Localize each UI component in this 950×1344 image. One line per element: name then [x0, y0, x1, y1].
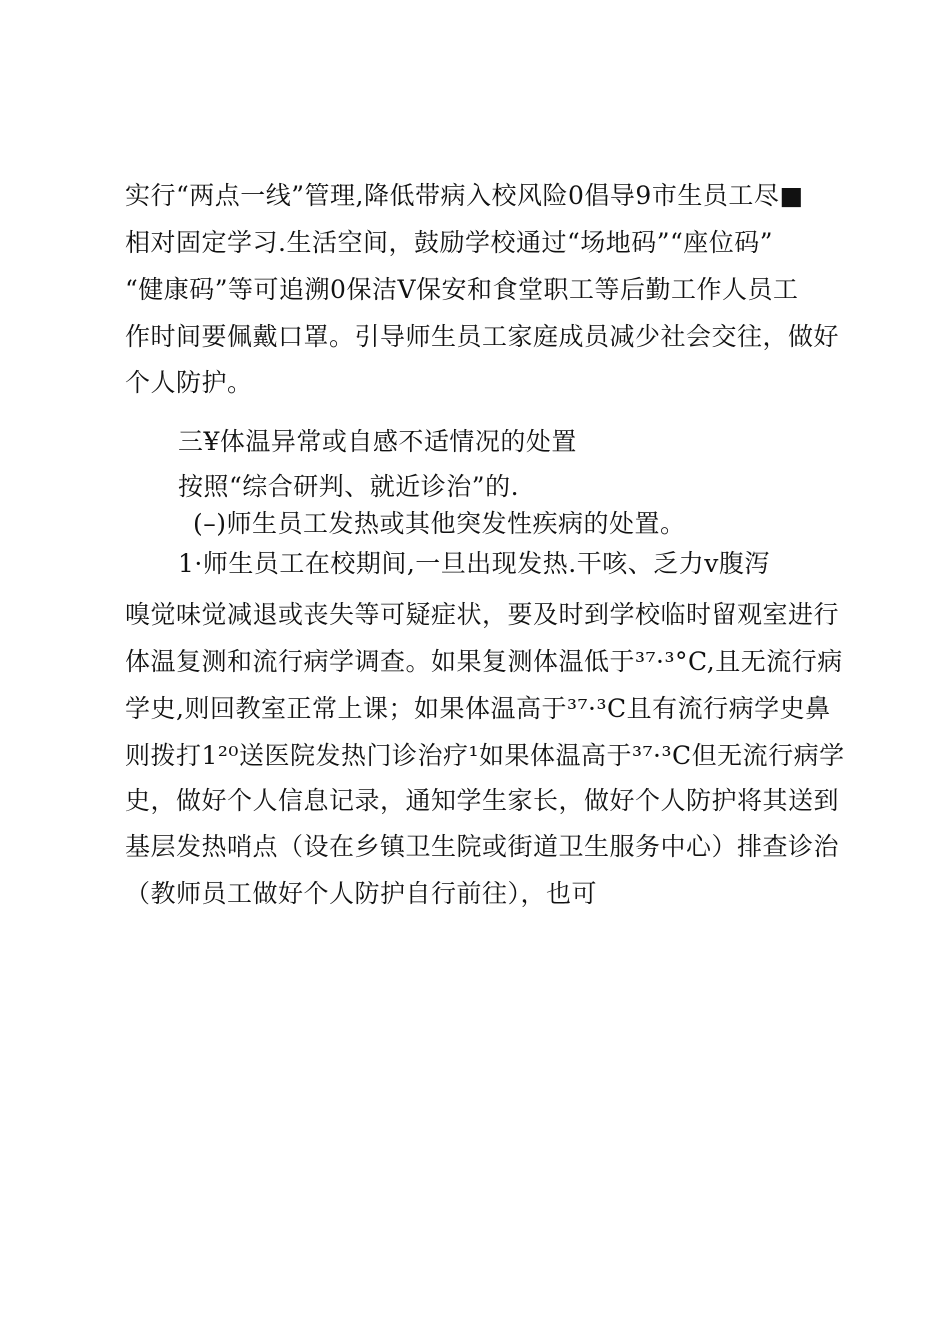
paragraph1-line-5: 个人防护。 — [125, 368, 253, 397]
subsection-heading: (–)师生员工发热或其他突发性疾病的处置。 — [193, 509, 686, 538]
section-intro: 按照“综合研判、就近诊治”的. — [178, 472, 520, 501]
paragraph2-line-5: 史，做好个人信息记录，通知学生家长，做好个人防护将其送到 — [125, 786, 840, 815]
paragraph1-line-4: 作时间要佩戴口罩。引导师生员工家庭成员减少社会交往，做好 — [125, 322, 840, 351]
paragraph2-line-7: （教师员工做好个人防护自行前往），也可 — [125, 879, 598, 908]
paragraph2-line-1: 嗅觉味觉减退或丧失等可疑症状，要及时到学校临时留观室进行 — [125, 600, 840, 629]
section-heading: 三¥体温异常或自感不适情况的处置 — [178, 427, 577, 456]
paragraph2-line-2: 体温复测和流行病学调查。如果复测体温低于³⁷·³°C,且无流行病 — [125, 647, 843, 676]
paragraph1-line-1: 实行“两点一线”管理,降低带病入校风险0倡导9市生员工尽■ — [125, 181, 804, 210]
paragraph1-line-3: “健康码”等可追溯0保洁V保安和食堂职工等后勤工作人员工 — [125, 275, 799, 304]
paragraph1-line-2: 相对固定学习.生活空间，鼓励学校通过“场地码”“座位码” — [125, 228, 774, 257]
item1-first-line: 1·师生员工在校期间,一旦出现发热.干咳、乏力v腹泻 — [178, 549, 770, 578]
paragraph2-line-3: 学史,则回教室正常上课；如果体温高于³⁷·³C且有流行病学史鼻 — [125, 694, 831, 723]
paragraph2-line-4: 则拨打1²⁰送医院发热门诊治疗¹如果体温高于³⁷·³C但无流行病学 — [125, 741, 845, 770]
paragraph2-line-6: 基层发热哨点（设在乡镇卫生院或街道卫生服务中心）排查诊治 — [125, 832, 840, 861]
